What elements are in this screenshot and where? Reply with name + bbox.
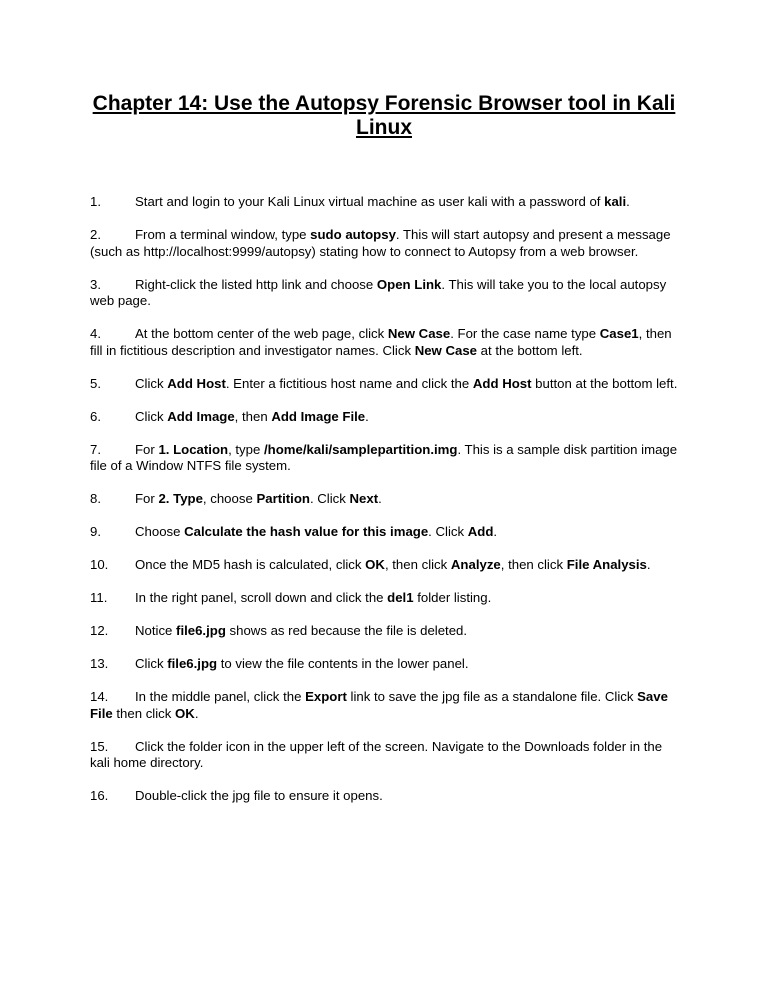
step-item (90, 524, 682, 541)
step-text: button at the bottom left. (531, 375, 678, 391)
step-bold-text: New Case (387, 326, 451, 341)
step-number: 13. (90, 656, 109, 671)
step-item (90, 590, 682, 607)
step-text: Once the MD5 hash is calculated, click (135, 557, 366, 572)
step-item (90, 788, 682, 805)
step-bold-text: Open Link (376, 276, 442, 292)
step-bold-text: Add Host (167, 375, 226, 391)
step-text: At the bottom center of the web page, click (135, 326, 388, 341)
step-text: . Click (428, 524, 468, 539)
step-text: shows as red because the file is deleted. (225, 623, 468, 638)
step-text: at the bottom left. (477, 342, 583, 358)
step-text: From a terminal window, type (135, 227, 311, 242)
step-bold-text: Analyze (450, 557, 501, 572)
step-item (90, 326, 682, 359)
step-number: 8. (90, 491, 101, 506)
step-number: 3. (90, 276, 101, 292)
step-text: Click (135, 375, 168, 391)
step-text: , then click (500, 557, 567, 572)
step-bold-text: Save File (90, 689, 668, 721)
step-text: . (378, 491, 382, 506)
step-bold-text: OK (175, 705, 195, 721)
step-text: Right-click the listed http link and choose (135, 276, 377, 292)
step-text: link to save the jpg file as a standalone file. Click (346, 689, 638, 704)
step-text: . This is a sample disk partition image file of a Window NTFS file system. (90, 441, 678, 473)
step-bold-text: 1. Location (158, 441, 229, 457)
page-title: Chapter 14: Use the Autopsy Forensic Browser tool in Kali Linux (92, 92, 676, 139)
step-text: . For the case name type (450, 326, 600, 341)
step-number: 14. (90, 689, 109, 704)
step-bold-text: New Case (414, 342, 478, 358)
step-text: . (626, 194, 630, 209)
step-text: , then click (384, 557, 451, 572)
step-bold-text: Case1 (599, 326, 639, 341)
step-number: 10. (90, 557, 109, 572)
step-bold-text: Add Image (167, 408, 235, 424)
step-number: 4. (90, 326, 101, 341)
step-text: In the middle panel, click the (135, 689, 306, 704)
step-text: Click the folder icon in the upper left of the screen. Navigate to the Downloads folder in the kali home directory. (90, 738, 663, 770)
step-item (90, 376, 682, 393)
step-bold-text: file6.jpg (176, 623, 226, 638)
step-item (90, 227, 682, 260)
step-bold-text: /home/kali/samplepartition.img (263, 441, 458, 457)
step-bold-text: 2. Type (158, 491, 203, 506)
step-bold-text: sudo autopsy (310, 227, 396, 242)
step-text: folder listing. (413, 590, 492, 605)
step-item (90, 277, 682, 310)
step-bold-text: kali (604, 194, 627, 209)
step-number: 15. (90, 738, 109, 754)
step-number: 11. (90, 590, 108, 605)
step-bold-text: del1 (387, 590, 414, 605)
step-item (90, 194, 682, 211)
step-bold-text: file6.jpg (167, 656, 218, 671)
step-number: 6. (90, 408, 101, 424)
step-text: to view the file contents in the lower panel. (217, 656, 469, 671)
step-text: . (646, 557, 651, 572)
step-text: , choose (202, 491, 257, 506)
step-number: 5. (90, 375, 101, 391)
step-bold-text: Add (467, 524, 494, 539)
step-text: . (194, 705, 199, 721)
step-number: 2. (90, 227, 101, 242)
step-text: . (365, 408, 369, 424)
step-item (90, 557, 682, 574)
step-item (90, 623, 682, 640)
step-number: 7. (90, 441, 101, 457)
step-bold-text: Add Image File (271, 408, 366, 424)
step-text: , then (234, 408, 272, 424)
step-item (90, 409, 682, 426)
step-item (90, 689, 682, 722)
step-bold-text: Add Host (472, 375, 532, 391)
step-text: . This will take you to the local autopsy web page. (90, 276, 667, 308)
step-text: . Enter a fictitious host name and click the (225, 375, 473, 391)
step-text: Start and login to your Kali Linux virtual machine as user kali with a password of (135, 194, 605, 209)
step-text: , type (228, 441, 264, 457)
step-text: For (135, 491, 159, 506)
step-item (90, 656, 682, 673)
step-text: . (493, 524, 498, 539)
step-list (90, 194, 682, 821)
step-number: 12. (90, 623, 109, 638)
step-number: 9. (90, 524, 101, 539)
step-text: Notice (135, 623, 177, 638)
step-bold-text: Calculate the hash value for this image (184, 524, 429, 539)
step-text: . This will start autopsy and present a message (such as http://localhost:9999/autopsy) stating how to connect to Autopsy from a web browser. (90, 227, 671, 259)
step-text: In the right panel, scroll down and click the (135, 590, 388, 605)
step-item (90, 739, 682, 772)
step-item (90, 442, 682, 475)
step-bold-text: File Analysis (566, 557, 647, 572)
step-text: Double-click the jpg file to ensure it opens. (135, 788, 383, 803)
step-text: Choose (135, 524, 185, 539)
step-text: Click (135, 408, 168, 424)
step-text: then click (112, 705, 176, 721)
step-number: 16. (90, 788, 109, 803)
step-text: Click (135, 656, 168, 671)
step-item (90, 491, 682, 508)
step-text: . Click (309, 491, 350, 506)
step-bold-text: Next (349, 491, 379, 506)
step-text: , then fill in fictitious description and investigator names. Click (90, 326, 672, 358)
step-bold-text: Partition (256, 491, 310, 506)
step-bold-text: OK (365, 557, 385, 572)
step-text: For (135, 441, 159, 457)
step-bold-text: Export (305, 689, 347, 704)
step-number: 1. (90, 194, 101, 209)
